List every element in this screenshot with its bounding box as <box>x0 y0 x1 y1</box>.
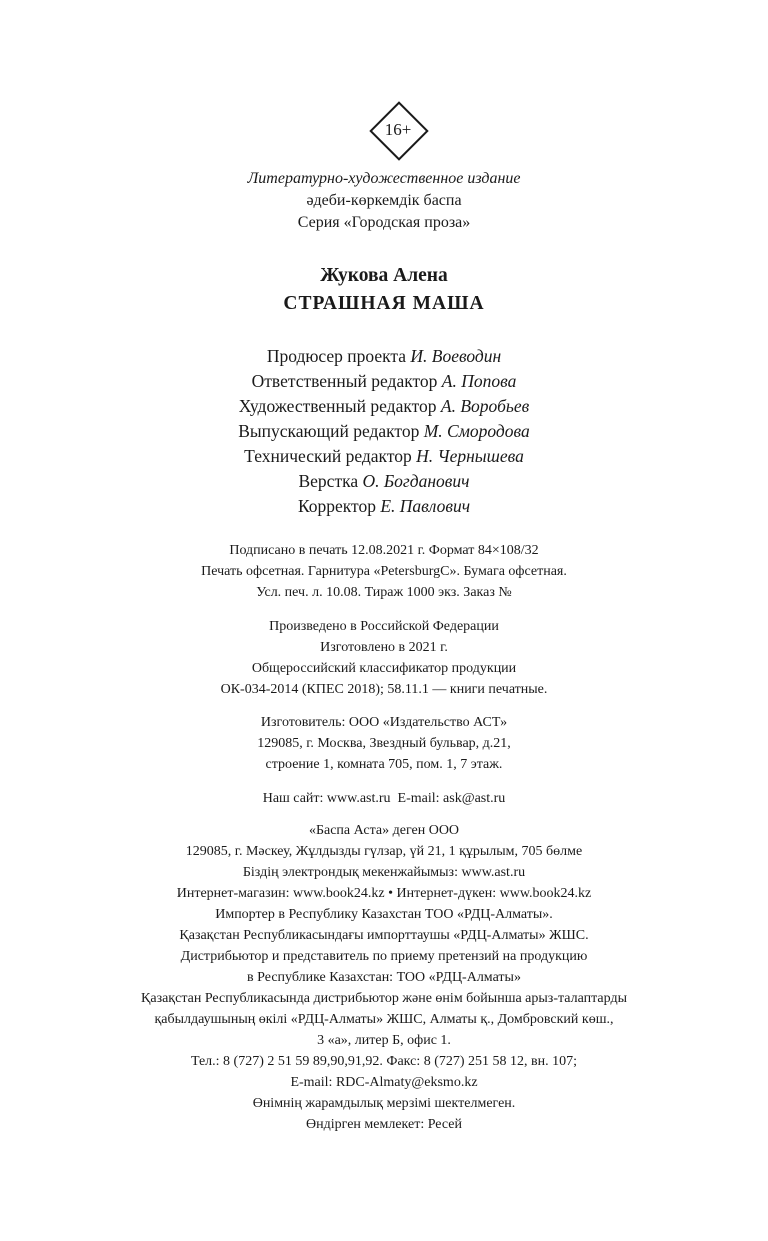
credit-role: Выпускающий редактор <box>238 421 420 441</box>
credit-role: Ответственный редактор <box>251 371 438 391</box>
credit-name: Н. Чернышева <box>416 446 524 466</box>
edition-type-ru: Литературно-художественное издание <box>247 170 521 187</box>
print-details <box>0 540 768 603</box>
age-rating-badge <box>370 102 426 158</box>
kz-line: в Республике Казахстан: ТОО «РДЦ-Алматы» <box>247 970 521 985</box>
kazakhstan-details <box>0 820 768 1135</box>
origin-line: ОК-034-2014 (КПЕС 2018); 58.11.1 — книги печатные. <box>220 682 548 697</box>
credit-name: Е. Павлович <box>380 496 471 516</box>
kz-line: Қазақстан Республикасындағы импорттаушы «РДЦ-Алматы» ЖШС. <box>179 928 589 943</box>
origin-line: Произведено в Российской Федерации <box>269 619 499 634</box>
credit-name: О. Богданович <box>362 471 470 491</box>
origin-details <box>0 616 768 700</box>
kz-line: Біздің электрондық мекенжайымыз: www.ast.ru <box>242 865 526 880</box>
manufacturer-details <box>0 712 768 775</box>
series-name: Серия «Городская проза» <box>297 214 471 231</box>
credit-role: Художественный редактор <box>238 396 437 416</box>
kz-line: E-mail: RDC-Almaty@eksmo.kz <box>290 1075 478 1090</box>
credit-name: М. Смородова <box>423 421 530 441</box>
credit-role: Продюсер проекта <box>266 346 407 366</box>
kz-line: қабылдаушының өкілі «РДЦ-Алматы» ЖШС, Алматы қ., Домбровский көш., <box>154 1012 614 1027</box>
credit-line <box>0 344 768 369</box>
kz-line: Дистрибьютор и представитель по приему претензий на продукцию <box>180 949 588 964</box>
kz-line: Өнімнің жарамдылық мерзімі шектелмеген. <box>252 1096 516 1111</box>
kz-line: Тел.: 8 (727) 2 51 59 89,90,91,92. Факс: 8 (727) 251 58 12, вн. 107; <box>190 1054 578 1069</box>
manufacturer-line: строение 1, комната 705, пом. 1, 7 этаж. <box>265 757 503 772</box>
book-heading <box>0 262 768 318</box>
manufacturer-line: Изготовитель: ООО «Издательство АСТ» <box>260 715 508 730</box>
origin-line: Общероссийский классификатор продукции <box>251 661 517 676</box>
website-section <box>0 788 768 809</box>
credit-name: А. Воробьев <box>440 396 530 416</box>
credit-line <box>0 394 768 419</box>
credit-line <box>0 369 768 394</box>
credit-line <box>0 444 768 469</box>
kz-line: «Баспа Аста» деген ООО <box>308 823 460 838</box>
credit-role: Верстка <box>298 471 359 491</box>
kz-line: 3 «а», литер Б, офис 1. <box>317 1033 451 1048</box>
credit-line <box>0 469 768 494</box>
credit-name: А. Попова <box>441 371 517 391</box>
print-line: Печать офсетная. Гарнитура «PetersburgC». Бумага офсетная. <box>201 564 567 579</box>
kz-line: Қазақстан Республикасында дистрибьютор және өнім бойынша арыз-талаптарды <box>141 991 627 1006</box>
series-section <box>0 168 768 234</box>
credit-role: Корректор <box>297 496 376 516</box>
kz-line: Интернет-магазин: www.book24.kz • Интернет-дүкен: www.book24.kz <box>176 886 592 901</box>
kz-line: 129085, г. Мәскеу, Жұлдызды гүлзар, үй 21, 1 құрылым, 705 бөлме <box>185 844 583 859</box>
credits-list <box>0 344 768 519</box>
kz-line: Өндірген мемлекет: Ресей <box>306 1117 462 1132</box>
credit-name: И. Воеводин <box>410 346 502 366</box>
kz-line: Импортер в Республику Казахстан ТОО «РДЦ-Алматы». <box>215 907 553 922</box>
edition-type-kz: әдеби-көркемдік баспа <box>306 192 462 209</box>
credit-line <box>0 419 768 444</box>
print-line: Подписано в печать 12.08.2021 г. Формат 84×108/32 <box>229 543 539 558</box>
website-line: Наш сайт: www.ast.ru E-mail: ask@ast.ru <box>262 791 506 806</box>
manufacturer-line: 129085, г. Москва, Звездный бульвар, д.21, <box>257 736 511 751</box>
author-name: Жукова Алена <box>320 265 448 286</box>
book-title: СТРАШНАЯ МАША <box>283 293 485 314</box>
print-line: Усл. печ. л. 10.08. Тираж 1000 экз. Заказ № <box>256 585 512 600</box>
origin-line: Изготовлено в 2021 г. <box>320 640 448 655</box>
age-rating-text: 16+ <box>384 120 412 139</box>
credit-role: Технический редактор <box>244 446 412 466</box>
credit-line <box>0 494 768 519</box>
